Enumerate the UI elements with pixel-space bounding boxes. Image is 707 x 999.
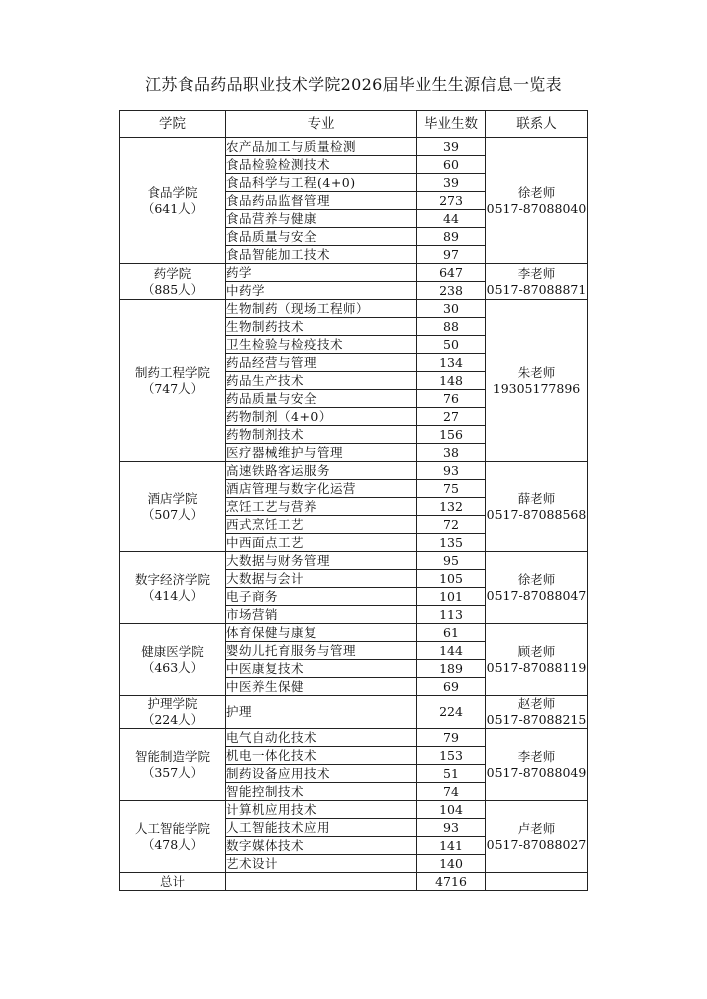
graduate-count: 647 <box>417 264 486 282</box>
major-name: 药物制剂技术 <box>226 426 417 444</box>
graduate-count: 273 <box>417 192 486 210</box>
graduate-table <box>119 110 588 891</box>
major-name: 人工智能技术应用 <box>226 819 417 837</box>
graduate-count: 38 <box>417 444 486 462</box>
major-name: 生物制药（现场工程师） <box>226 300 417 318</box>
major-name: 卫生检验与检疫技术 <box>226 336 417 354</box>
graduate-count: 89 <box>417 228 486 246</box>
graduate-count: 189 <box>417 660 486 678</box>
contact-cell <box>486 801 588 873</box>
graduate-count: 141 <box>417 837 486 855</box>
major-name: 西式烹饪工艺 <box>226 516 417 534</box>
college-total: （885人） <box>141 281 204 297</box>
graduate-count: 76 <box>417 390 486 408</box>
graduate-count: 51 <box>417 765 486 783</box>
major-name: 食品智能加工技术 <box>226 246 417 264</box>
total-count: 4716 <box>417 873 486 891</box>
major-name: 高速铁路客运服务 <box>226 462 417 480</box>
graduate-count: 105 <box>417 570 486 588</box>
graduate-count: 88 <box>417 318 486 336</box>
college-total: （478人） <box>141 836 204 852</box>
college-total: （641人） <box>141 200 204 216</box>
header-count: 毕业生数 <box>417 111 486 138</box>
graduate-count: 39 <box>417 138 486 156</box>
contact-name: 徐老师 <box>517 184 556 200</box>
contact-cell <box>486 462 588 552</box>
college-total: （463人） <box>141 659 204 675</box>
graduate-count: 30 <box>417 300 486 318</box>
major-name: 药物制剂（4+0） <box>226 408 417 426</box>
college-cell <box>120 264 226 300</box>
college-name: 食品学院 <box>147 184 198 200</box>
graduate-count: 113 <box>417 606 486 624</box>
table-row <box>120 264 588 282</box>
college-name: 智能制造学院 <box>134 748 210 764</box>
graduate-count: 93 <box>417 462 486 480</box>
major-name: 中医康复技术 <box>226 660 417 678</box>
graduate-count: 153 <box>417 747 486 765</box>
contact-name: 顾老师 <box>517 643 556 659</box>
graduate-count: 60 <box>417 156 486 174</box>
graduate-count: 132 <box>417 498 486 516</box>
graduate-count: 97 <box>417 246 486 264</box>
major-name: 药品经营与管理 <box>226 354 417 372</box>
college-cell <box>120 801 226 873</box>
major-name: 食品检验检测技术 <box>226 156 417 174</box>
major-name: 计算机应用技术 <box>226 801 417 819</box>
major-name: 烹饪工艺与营养 <box>226 498 417 516</box>
college-cell <box>120 300 226 462</box>
graduate-count: 95 <box>417 552 486 570</box>
major-name: 制药设备应用技术 <box>226 765 417 783</box>
college-name: 药学院 <box>153 265 192 281</box>
major-name: 中西面点工艺 <box>226 534 417 552</box>
graduate-count: 39 <box>417 174 486 192</box>
graduate-count: 72 <box>417 516 486 534</box>
graduate-count: 69 <box>417 678 486 696</box>
graduate-count: 79 <box>417 729 486 747</box>
major-name: 市场营销 <box>226 606 417 624</box>
contact-cell <box>486 264 588 300</box>
contact-name: 卢老师 <box>517 820 556 836</box>
college-name: 制药工程学院 <box>134 364 210 380</box>
graduate-count: 50 <box>417 336 486 354</box>
contact-name: 朱老师 <box>517 364 556 380</box>
table-row <box>120 624 588 642</box>
college-total: （507人） <box>141 506 204 522</box>
contact-phone: 0517-87088119 <box>486 659 587 675</box>
major-name: 生物制药技术 <box>226 318 417 336</box>
major-name: 大数据与会计 <box>226 570 417 588</box>
graduate-count: 238 <box>417 282 486 300</box>
college-cell <box>120 729 226 801</box>
major-name: 体育保健与康复 <box>226 624 417 642</box>
major-name: 婴幼儿托育服务与管理 <box>226 642 417 660</box>
graduate-count: 27 <box>417 408 486 426</box>
major-name: 食品质量与安全 <box>226 228 417 246</box>
college-name: 酒店学院 <box>147 490 198 506</box>
major-name: 数字媒体技术 <box>226 837 417 855</box>
table-row <box>120 801 588 819</box>
major-name: 大数据与财务管理 <box>226 552 417 570</box>
table-row <box>120 696 588 729</box>
contact-cell <box>486 696 588 729</box>
major-name: 护理 <box>226 696 417 729</box>
college-cell <box>120 552 226 624</box>
college-total: （414人） <box>141 587 204 603</box>
major-name: 食品科学与工程(4+0) <box>226 174 417 192</box>
graduate-count: 75 <box>417 480 486 498</box>
major-name: 医疗器械维护与管理 <box>226 444 417 462</box>
graduate-count: 135 <box>417 534 486 552</box>
major-name: 机电一体化技术 <box>226 747 417 765</box>
contact-cell <box>486 138 588 264</box>
graduate-count: 74 <box>417 783 486 801</box>
graduate-count: 93 <box>417 819 486 837</box>
college-name: 护理学院 <box>147 696 198 711</box>
college-total: （224人） <box>141 712 204 727</box>
header-contact: 联系人 <box>486 111 588 138</box>
graduate-count: 44 <box>417 210 486 228</box>
college-cell <box>120 138 226 264</box>
major-name: 药品质量与安全 <box>226 390 417 408</box>
major-name: 药学 <box>226 264 417 282</box>
college-name: 数字经济学院 <box>134 571 210 587</box>
total-major-empty <box>226 873 417 891</box>
contact-cell <box>486 300 588 462</box>
header-major: 专业 <box>226 111 417 138</box>
college-total: （357人） <box>141 764 204 780</box>
contact-name: 徐老师 <box>517 571 556 587</box>
graduate-count: 156 <box>417 426 486 444</box>
contact-name: 李老师 <box>517 265 556 281</box>
major-name: 食品药品监督管理 <box>226 192 417 210</box>
major-name: 食品营养与健康 <box>226 210 417 228</box>
major-name: 中药学 <box>226 282 417 300</box>
contact-cell <box>486 552 588 624</box>
table-row <box>120 138 588 156</box>
major-name: 艺术设计 <box>226 855 417 873</box>
total-contact-empty <box>486 873 588 891</box>
graduate-count: 134 <box>417 354 486 372</box>
graduate-count: 104 <box>417 801 486 819</box>
contact-name: 赵老师 <box>517 696 556 711</box>
major-name: 电子商务 <box>226 588 417 606</box>
page-title: 江苏食品药品职业技术学院2026届毕业生生源信息一览表 <box>145 75 562 94</box>
college-cell <box>120 696 226 729</box>
header-college: 学院 <box>120 111 226 138</box>
table-row <box>120 729 588 747</box>
college-cell <box>120 462 226 552</box>
college-name: 人工智能学院 <box>134 820 210 836</box>
college-total: （747人） <box>141 380 204 396</box>
contact-name: 薛老师 <box>517 490 556 506</box>
college-cell <box>120 624 226 696</box>
table-row <box>120 300 588 318</box>
table-body <box>120 138 588 873</box>
college-name: 健康医学院 <box>141 643 204 659</box>
table-row <box>120 462 588 480</box>
total-row <box>120 873 588 891</box>
major-name: 电气自动化技术 <box>226 729 417 747</box>
contact-phone: 0517-87088049 <box>486 764 587 780</box>
contact-name: 李老师 <box>517 748 556 764</box>
major-name: 中医养生保健 <box>226 678 417 696</box>
graduate-count: 148 <box>417 372 486 390</box>
major-name: 药品生产技术 <box>226 372 417 390</box>
contact-phone: 19305177896 <box>492 380 581 396</box>
header-row <box>120 111 588 138</box>
contact-phone: 0517-87088215 <box>486 712 587 727</box>
total-label: 总计 <box>120 873 226 891</box>
contact-phone: 0517-87088568 <box>486 506 587 522</box>
contact-cell <box>486 624 588 696</box>
contact-phone: 0517-87088040 <box>486 200 587 216</box>
contact-phone: 0517-87088871 <box>486 281 587 297</box>
graduate-count: 144 <box>417 642 486 660</box>
contact-phone: 0517-87088027 <box>486 836 587 852</box>
major-name: 农产品加工与质量检测 <box>226 138 417 156</box>
graduate-count: 224 <box>417 696 486 729</box>
contact-cell <box>486 729 588 801</box>
contact-phone: 0517-87088047 <box>486 587 587 603</box>
graduate-count: 61 <box>417 624 486 642</box>
major-name: 酒店管理与数字化运营 <box>226 480 417 498</box>
major-name: 智能控制技术 <box>226 783 417 801</box>
graduate-count: 140 <box>417 855 486 873</box>
graduate-count: 101 <box>417 588 486 606</box>
table-row <box>120 552 588 570</box>
